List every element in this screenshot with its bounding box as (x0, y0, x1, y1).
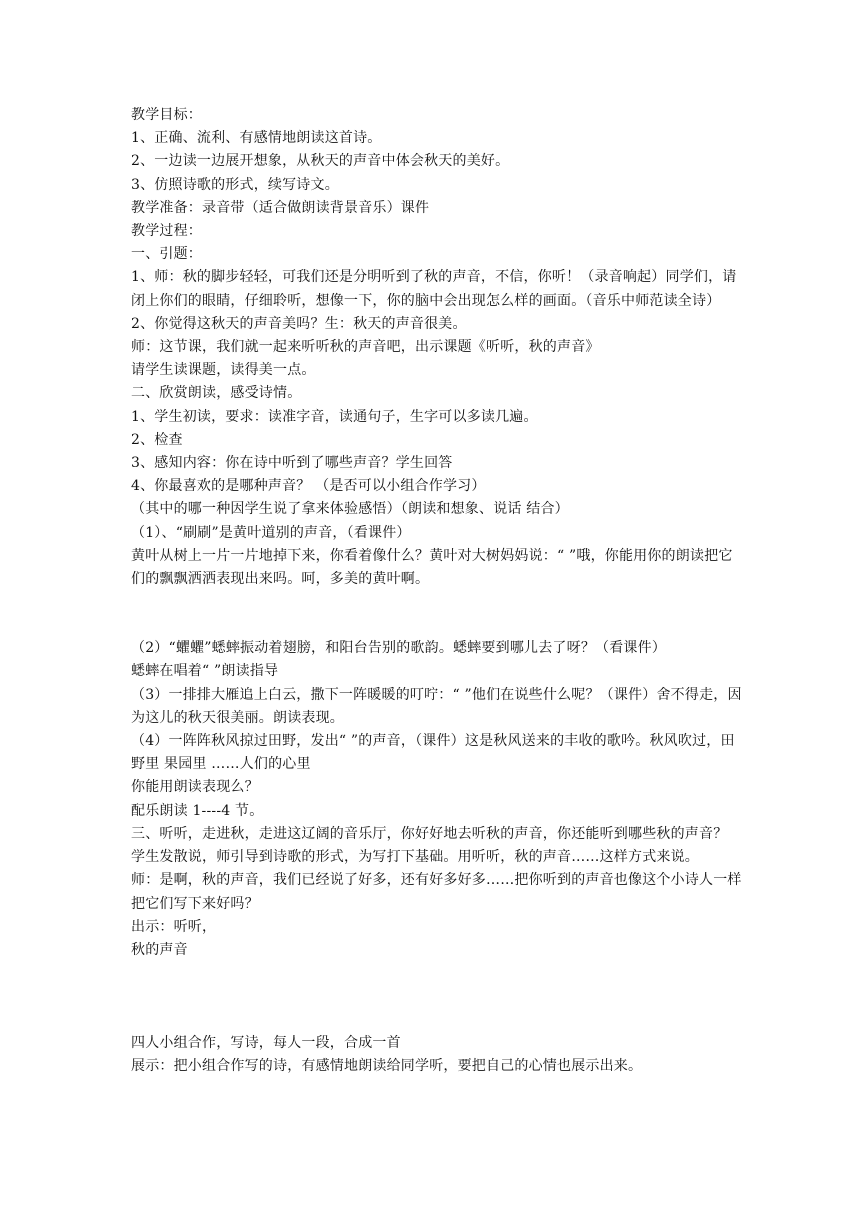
part-1-heading: 一、引题： (131, 246, 202, 263)
part-4-groupwork: 四人小组合作，写诗，每人一段，合成一首 (131, 1035, 401, 1052)
presentation: 展示：把小组合作写的诗，有感情地朗读给同学听，要把自己的心情也展示出来。 (131, 1058, 643, 1075)
step-3: 3、感知内容：你在诗中听到了哪些声音？学生回答 (131, 455, 453, 472)
music-reading: 配乐朗读 1----4 节。 (131, 802, 264, 819)
item-3: （3）一排排大雁追上白云，撒下一阵暖暖的叮咛：“ ”他们在说些什么呢？（课件）舍不得走，因为这儿的秋天很美丽。朗读表现。 (131, 686, 742, 726)
part-3-heading: 三、听听，走进秋，走进这辽阔的音乐厅，你好好地去听秋的声音，你还能听到哪些秋的声音？ (131, 825, 728, 842)
objective-2: 2、一边读一边展开想象，从秋天的声音中体会秋天的美好。 (131, 153, 510, 170)
question-reading: 你能用朗读表现么？ (131, 779, 259, 796)
item-4: （4）一阵阵秋风掠过田野，发出“ ”的声音，（课件）这是秋风送来的丰收的歌吟。秋风吹过，田野里 果园里 ……人们的心里 (131, 733, 735, 773)
item-2-guide: 蟋蟀在唱着“ ”朗读指导 (131, 663, 279, 680)
section-heading-process: 教学过程： (131, 223, 202, 240)
step-2: 2、检查 (131, 431, 183, 448)
objective-1: 1、正确、流利、有感情地朗读这首诗。 (131, 130, 382, 147)
display-line-1: 出示：听听， (131, 918, 217, 935)
document-page (131, 104, 743, 1079)
read-title: 请学生读课题，读得美一点。 (131, 362, 316, 379)
item-1: （1）、“刷刷”是黄叶道别的声音，（看课件） (131, 524, 411, 541)
paragraph-teacher-intro: 1、师：秋的脚步轻轻，可我们还是分明听到了秋的声音，不信，你听！（录音响起）同学们，请闭上你们的眼睛，仔细聆听，想像一下，你的脑中会出现怎么样的画面。（音乐中师范读全诗） (131, 269, 737, 309)
note-experience: （其中的哪一种因学生说了拿来体验感悟）（朗读和想象、说话 结合） (131, 501, 569, 518)
display-line-2: 秋的声音 (131, 941, 188, 958)
teacher-topic: 师：这节课，我们就一起来听听秋的声音吧，出示课题《听听，秋的声音》 (131, 339, 600, 356)
part-2-heading: 二、欣赏朗读，感受诗情。 (131, 385, 302, 402)
paragraph-yellow-leaves: 黄叶从树上一片一片地掉下来，你看着像什么？黄叶对大树妈妈说：“ ”哦，你能用你的朗读把它们的飘飘洒洒表现出来吗。呵，多美的黄叶啊。 (131, 547, 733, 588)
blank-space (131, 591, 743, 637)
student-discussion: 学生发散说，师引导到诗歌的形式，为写打下基础。用听听，秋的声音……这样方式来说。 (131, 849, 699, 866)
step-1: 1、学生初读，要求：读准字音，读通句子，生字可以多读几遍。 (131, 408, 538, 425)
question-beauty: 2、你觉得这秋天的声音美吗？生：秋天的声音很美。 (131, 315, 467, 332)
teacher-prompt: 师：是啊，秋的声音，我们已经说了好多，还有好多好多……把你听到的声音也像这个小诗人一样把它们写下来好吗？ (131, 872, 742, 912)
step-4: 4、你最喜欢的是哪种声音？ （是否可以小组合作学习） (131, 478, 486, 495)
blank-space-2 (131, 962, 743, 1032)
section-heading-objectives: 教学目标： (131, 107, 202, 123)
objective-3: 3、仿照诗歌的形式，续写诗文。 (131, 176, 339, 193)
preparation: 教学准备：录音带（适合做朗读背景音乐）课件 (131, 199, 430, 216)
item-2: （2）“蠷蠷”蟋蟀振动着翅膀，和阳台告别的歌韵。蟋蟀要到哪儿去了呀？（看课件） (131, 640, 667, 657)
